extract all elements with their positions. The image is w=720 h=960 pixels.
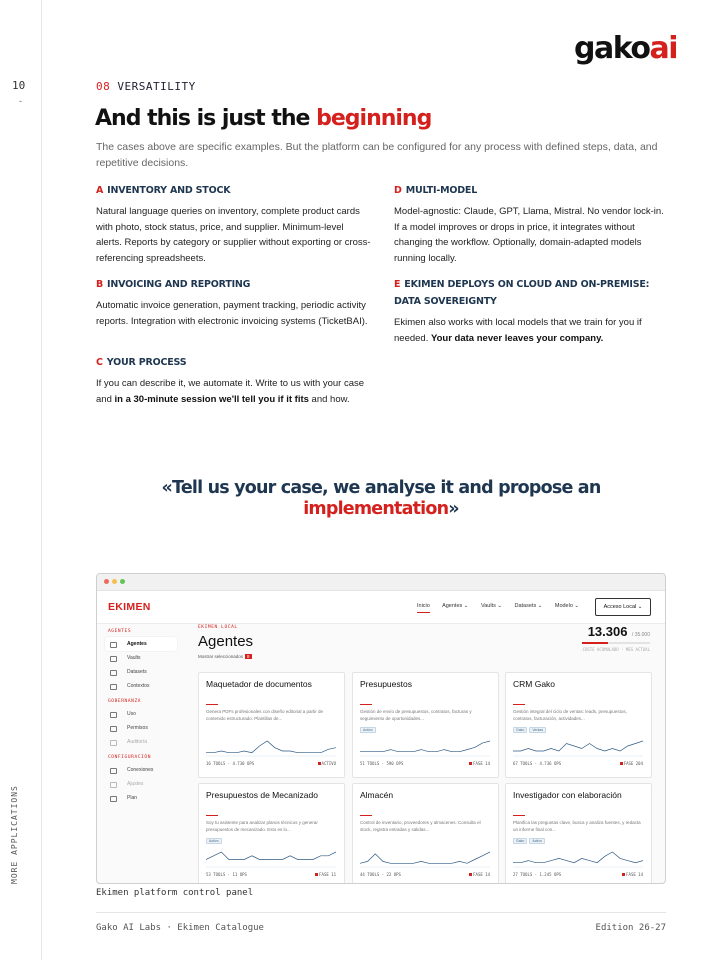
sidebar-group-label: GOBERNANZA xyxy=(108,699,142,704)
agent-card-description: Gestión de envío de presupuestos, contratos, facturas y seguimiento de oportunidades... xyxy=(360,709,472,721)
agent-card-rule xyxy=(513,704,525,705)
item-body: If you can describe it, we automate it. Write to us with your case and in a 30-minute session we'll tell you if it fits and how. xyxy=(96,378,365,405)
sparkline-line xyxy=(360,852,490,863)
platform-screenshot xyxy=(96,573,666,884)
status-square-icon xyxy=(318,762,321,765)
app-sidebar xyxy=(97,623,183,883)
status-square-icon xyxy=(315,873,318,876)
agent-card-title: CRM Gako xyxy=(513,679,556,689)
status-square-icon xyxy=(620,762,623,765)
sidebar-group-label: CONFIGURACIÓN xyxy=(108,755,152,760)
agent-card-tags xyxy=(513,838,547,844)
sparkline-line xyxy=(513,741,643,751)
agent-card-sparkline xyxy=(206,739,336,757)
agent-card-status: FASE 11 xyxy=(315,872,336,877)
item-body: Ekimen also works with local models that we train for you if needed. Your data never leaves your company. xyxy=(394,317,642,344)
minimize-dot-icon xyxy=(112,579,117,584)
footer-right: Edition 26-27 xyxy=(595,923,666,933)
item-your-process xyxy=(96,354,371,407)
sidebar-item-auditoria: Auditoría xyxy=(105,735,177,749)
agent-card-sparkline xyxy=(206,850,336,868)
usage-counter xyxy=(582,623,650,652)
side-label: MORE APPLICATIONS xyxy=(10,785,19,884)
item-body: Automatic invoice generation, payment tracking, periodic activity reports. Integration with electronic invoicing systems (TicketBAI). xyxy=(96,300,368,327)
agent-card-title: Almacén xyxy=(360,790,394,800)
agent-card-rule xyxy=(206,704,218,705)
agent-card-status: FASE 14 xyxy=(622,872,643,877)
agent-card-status: FASE 14 xyxy=(469,761,490,766)
item-body: Natural language queries on inventory, complete product cards with photo, stock status, price, and supplier. Minimum-level alerts. Reports by category or supplier without exporting or cross-referencing spreadsheets. xyxy=(96,206,371,264)
sidebar-rule xyxy=(41,0,42,960)
agent-card-rule xyxy=(360,815,372,816)
page-title: And this is just the beginning xyxy=(95,106,432,131)
footer-rule xyxy=(96,912,666,913)
usage-caption: COSTE ACUMULADO · MES ACTUAL xyxy=(582,647,650,652)
app-crumb: EKIMEN LOCAL xyxy=(198,625,238,630)
nav-item-agentes: Agentes ⌄ xyxy=(442,603,469,609)
agent-card-sparkline xyxy=(360,850,490,868)
page-number: 10 xyxy=(12,79,26,92)
agent-card-meta xyxy=(360,761,490,766)
selection-filter: Mostrar seleccionados 8 xyxy=(198,654,250,659)
agent-card-status: FASE 204 xyxy=(620,761,643,766)
sidebar-item-uso: Uso xyxy=(105,707,177,721)
sparkline-line xyxy=(206,741,336,753)
pull-quote: «Tell us your case, we analyse it and propose an implementation» xyxy=(161,478,601,519)
agent-card xyxy=(505,672,652,778)
intro-paragraph: The cases above are specific examples. But the platform can be configured for any process with defined steps, data, and repetitive decisions. xyxy=(96,141,658,169)
app-main xyxy=(198,623,660,883)
agent-card-sparkline xyxy=(360,739,490,757)
footer-left: Gako AI Labs · Ekimen Catalogue xyxy=(96,923,264,933)
agent-card-tag: Ventas xyxy=(529,727,546,733)
agent-card-sparkline xyxy=(513,739,643,757)
maximize-dot-icon xyxy=(120,579,125,584)
agent-card-tags xyxy=(513,727,548,733)
sidebar-item-vaults: Vaults xyxy=(105,651,177,665)
agent-card-tag: Gako xyxy=(513,727,527,733)
item-title: E EKIMEN DEPLOYS ON CLOUD AND ON-PREMISE: DATA SOVEREIGNTY xyxy=(394,279,650,307)
agent-card-tags xyxy=(360,727,378,733)
agent-card-tag: Gako xyxy=(513,838,527,844)
agent-card-description: Soy tu asistente para analizar planos técnicos y generar presupuestos de mecanizado. Esto es lo... xyxy=(206,820,318,832)
agent-card-description: Genera PDFs profesionales con diseño editorial a partir de contenido estructurado. Plantillas de... xyxy=(206,709,324,721)
nav-item-inicio: Inicio xyxy=(417,603,430,613)
section-number: 08 xyxy=(96,80,111,93)
sparkline-line xyxy=(206,852,336,860)
agent-card xyxy=(352,672,499,778)
app-topbar xyxy=(97,591,665,624)
nav-item-vaults: Vaults ⌄ xyxy=(480,603,502,609)
section-heading xyxy=(96,80,196,93)
agent-card-meta xyxy=(206,761,336,766)
agent-card-tag: Activo xyxy=(529,838,545,844)
agent-card-tag: Activo xyxy=(206,838,222,844)
agent-card-stats: 67 TOOLS · 4.736 OPS xyxy=(513,761,562,766)
item-inventory xyxy=(96,182,371,266)
sidebar-item-agentes: Agentes xyxy=(105,637,177,651)
item-data-sovereignty xyxy=(394,276,669,346)
sidebar-item-conexiones: Conexiones xyxy=(105,763,177,777)
agent-card-title: Presupuestos de Mecanizado xyxy=(206,790,318,800)
sparkline-line xyxy=(513,852,643,863)
agent-card-rule xyxy=(206,815,218,816)
status-square-icon xyxy=(622,873,625,876)
agent-card-meta xyxy=(513,761,643,766)
agent-card xyxy=(505,783,652,884)
section-label: VERSATILITY xyxy=(117,80,196,93)
agent-card-description: Planifica las preguntas clave, busca y analiza fuentes, y redacta un informe final con... xyxy=(513,820,641,832)
window-chrome xyxy=(97,574,665,591)
agent-card-meta xyxy=(360,872,490,877)
app-nav xyxy=(417,603,590,609)
item-title: D MULTI-MODEL xyxy=(394,185,478,196)
agent-card-stats: 16 TOOLS · 4.730 OPS xyxy=(206,761,255,766)
sidebar-item-plan: Plan xyxy=(105,791,177,805)
ekimen-brand: EKIMEN xyxy=(108,601,151,613)
usage-value: 13.306 xyxy=(587,624,628,639)
page-title-highlight: beginning xyxy=(316,106,432,131)
agent-card-meta xyxy=(206,872,336,877)
item-multi-model xyxy=(394,182,669,266)
agent-card xyxy=(198,783,345,884)
agent-card-tags xyxy=(206,838,224,844)
sidebar-item-permisos: Permisos xyxy=(105,721,177,735)
item-title: C YOUR PROCESS xyxy=(96,357,187,368)
agent-card-stats: 27 TOOLS · 1.245 OPS xyxy=(513,872,562,877)
filter-badge: 8 xyxy=(247,654,250,659)
agent-card-title: Maquetador de documentos xyxy=(206,679,312,689)
agent-card-rule xyxy=(360,704,372,705)
gako-ai-logo: gakoai xyxy=(574,31,678,66)
usage-bar-fill xyxy=(582,642,608,644)
close-dot-icon xyxy=(104,579,109,584)
agent-card-sparkline xyxy=(513,850,643,868)
sidebar-item-ajustes: Ajustes xyxy=(105,777,177,791)
usage-limit: / 35.000 xyxy=(631,632,650,638)
sidebar-item-contextos: Contextos xyxy=(105,679,177,693)
agent-card-stats: 53 TOOLS · 11 OPS xyxy=(206,872,247,877)
item-invoicing xyxy=(96,276,371,329)
pull-quote-highlight: implementation xyxy=(303,499,449,519)
status-square-icon xyxy=(469,873,472,876)
agent-card-title: Investigador con elaboración xyxy=(513,790,622,800)
nav-item-datasets: Datasets ⌄ xyxy=(514,603,543,609)
item-body: Model-agnostic: Claude, GPT, Llama, Mistral. No vendor lock-in. If a model improves or drops in price, it integrates without changing the workflow. Optionally, domain-adapted models running locally. xyxy=(394,206,664,264)
item-title: A INVENTORY AND STOCK xyxy=(96,185,231,196)
figure-caption: Ekimen platform control panel xyxy=(96,888,254,898)
agent-card-stats: 51 TOOLS · 590 OPS xyxy=(360,761,404,766)
agent-card-rule xyxy=(513,815,525,816)
agent-card-title: Presupuestos xyxy=(360,679,412,689)
agent-card-status: ACTIVO xyxy=(318,761,336,766)
nav-item-modelo: Modelo ⌄ xyxy=(554,603,580,609)
access-button: Acceso Local ⌄ xyxy=(595,598,651,616)
agent-card-description: Gestión integral del ciclo de ventas: leads, presupuestos, contratos, facturación, actividades... xyxy=(513,709,627,721)
sparkline-line xyxy=(360,741,490,752)
agent-card-tag: Activo xyxy=(360,727,376,733)
usage-bar xyxy=(582,642,650,644)
agent-card-stats: 44 TOOLS · 22 OPS xyxy=(360,872,401,877)
sidebar-item-datasets: Datasets xyxy=(105,665,177,679)
agent-card-description: Control de inventario, proveedores y almacenes. Consulta el stock, registra entradas y salidas... xyxy=(360,820,481,832)
status-square-icon xyxy=(469,762,472,765)
app-title: Agentes xyxy=(198,633,254,650)
agent-card-meta xyxy=(513,872,643,877)
agent-card xyxy=(352,783,499,884)
agent-card-status: FASE 14 xyxy=(469,872,490,877)
item-title: B INVOICING AND REPORTING xyxy=(96,279,251,290)
sidebar-group-label: AGENTES xyxy=(108,629,132,634)
page-number-mark: - xyxy=(19,96,22,106)
agent-card xyxy=(198,672,345,778)
